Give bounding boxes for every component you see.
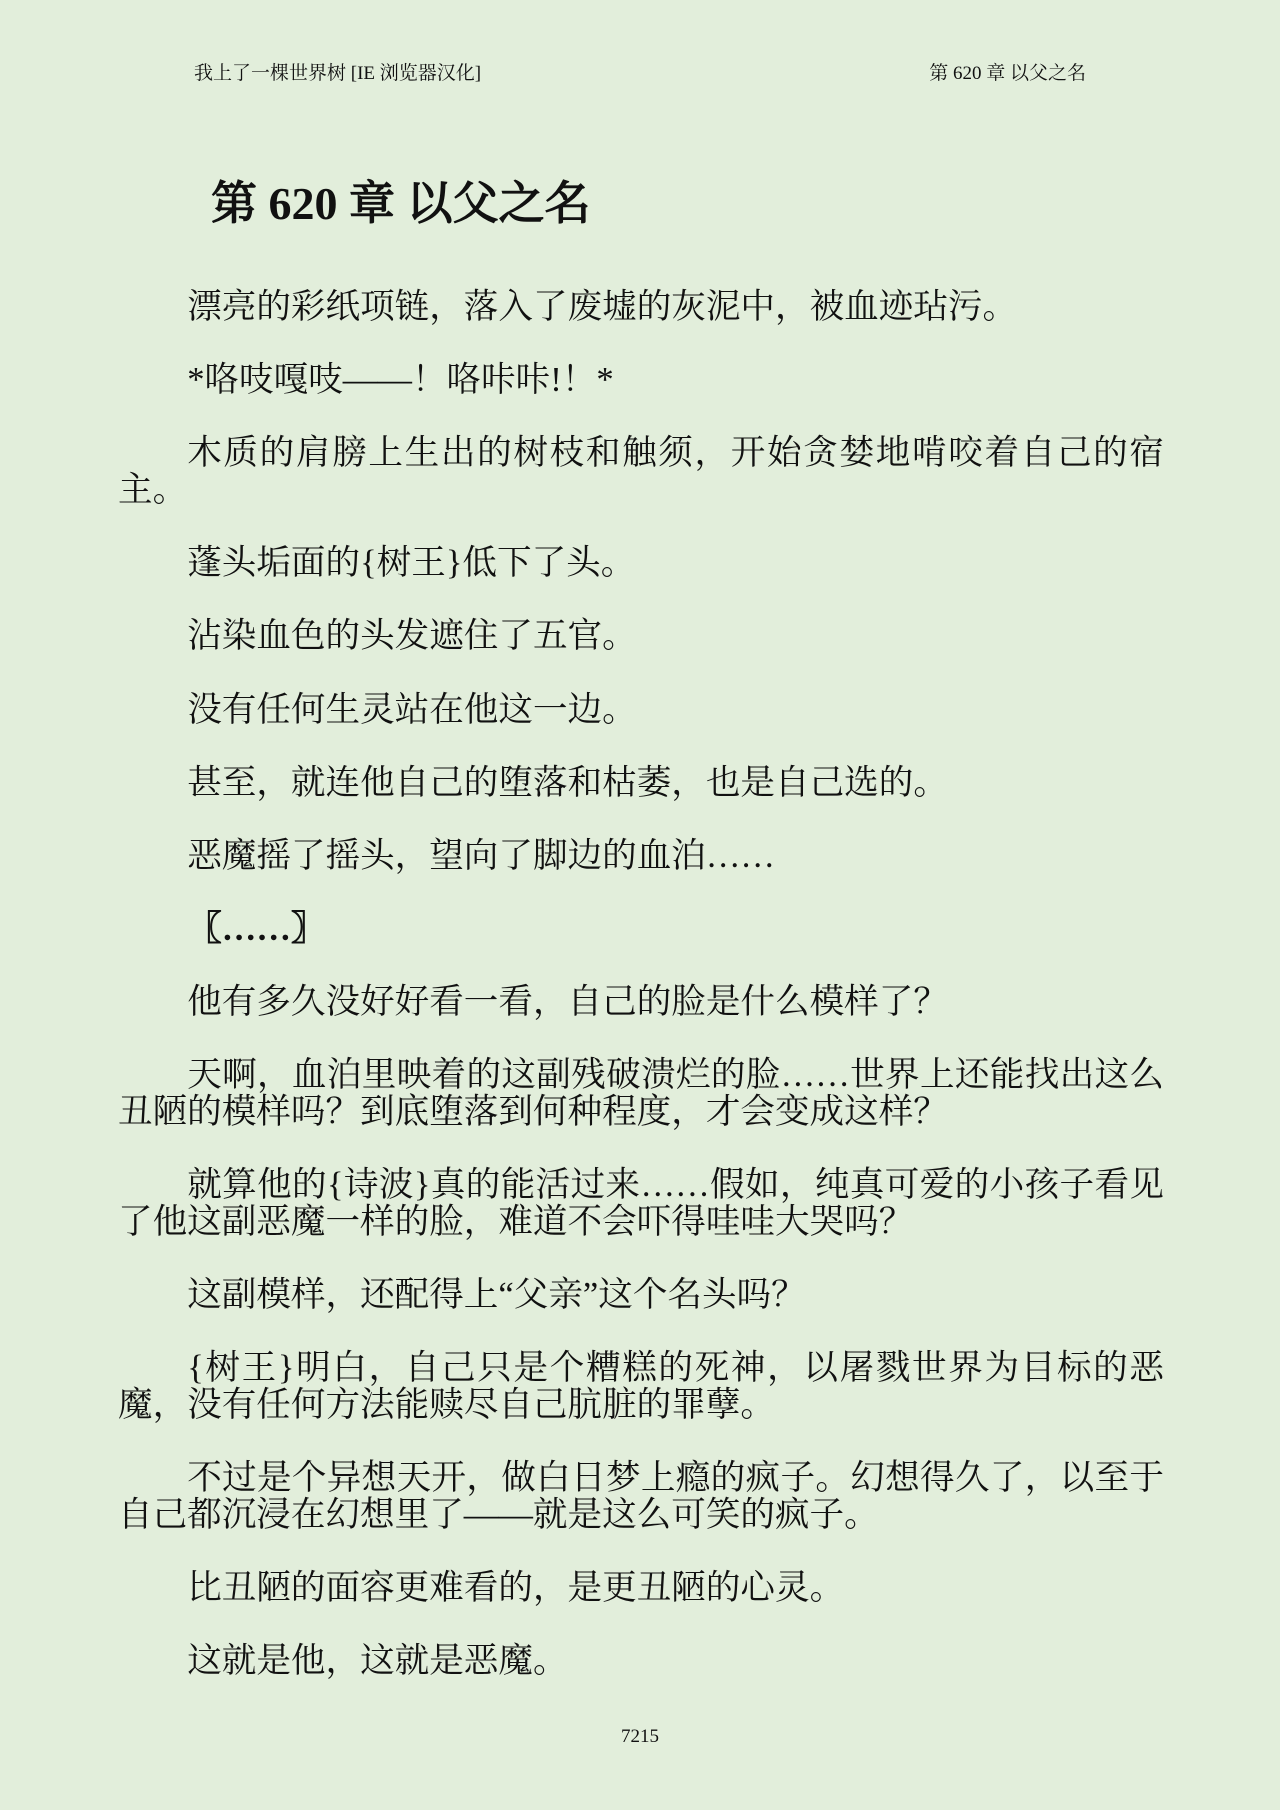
paragraph: 〖……〗 <box>187 910 326 949</box>
running-header-book-title: 我上了一棵世界树 [IE 浏览器汉化] <box>194 63 482 84</box>
page-number: 7215 <box>621 1726 659 1747</box>
paragraph: 甚至，就连他自己的堕落和枯萎，也是自己选的。 <box>187 763 948 802</box>
paragraph: 就算他的{诗波}真的能活过来……假如，纯真可爱的小孩子看见了他这副恶魔一样的脸，难道不会吓得哇哇大哭吗？ <box>118 1166 1164 1241</box>
paragraph: {树王}明白，自己只是个糟糕的死神，以屠戮世界为目标的恶魔，没有任何方法能赎尽自己肮脏的罪孽。 <box>118 1349 1164 1424</box>
paragraph: 这就是他，这就是恶魔。 <box>187 1641 568 1680</box>
paragraph: *咯吱嘎吱——！咯咔咔!！* <box>187 361 614 400</box>
paragraph: 漂亮的彩纸项链，落入了废墟的灰泥中，被血迹玷污。 <box>187 288 1018 326</box>
paragraph: 没有任何生灵站在他这一边。 <box>187 690 637 729</box>
paragraph: 比丑陋的面容更难看的，是更丑陋的心灵。 <box>187 1568 845 1607</box>
paragraph: 这副模样，还配得上“父亲”这个名头吗？ <box>187 1276 806 1315</box>
chapter-title: 第 620 章 以父之名 <box>211 178 591 229</box>
paragraph: 他有多久没好好看一看，自己的脸是什么模样了？ <box>187 983 948 1022</box>
paragraph: 木质的肩膀上生出的树枝和触须，开始贪婪地啃咬着自己的宿主。 <box>118 434 1164 509</box>
running-header-chapter: 第 620 章 以父之名 <box>929 63 1086 84</box>
paragraph: 恶魔摇了摇头，望向了脚边的血泊…… <box>187 836 776 875</box>
paragraph: 沾染血色的头发遮住了五官。 <box>187 617 637 656</box>
paragraph: 天啊，血泊里映着的这副残破溃烂的脸……世界上还能找出这么丑陋的模样吗？到底堕落到何种程度，才会变成这样？ <box>118 1056 1164 1132</box>
paragraph: 不过是个异想天开，做白日梦上瘾的疯子。幻想得久了，以至于自己都沉浸在幻想里了——就是这么可笑的疯子。 <box>118 1459 1164 1534</box>
chapter-body <box>118 289 1164 1716</box>
paragraph: 蓬头垢面的{树王}低下了头。 <box>187 544 636 583</box>
